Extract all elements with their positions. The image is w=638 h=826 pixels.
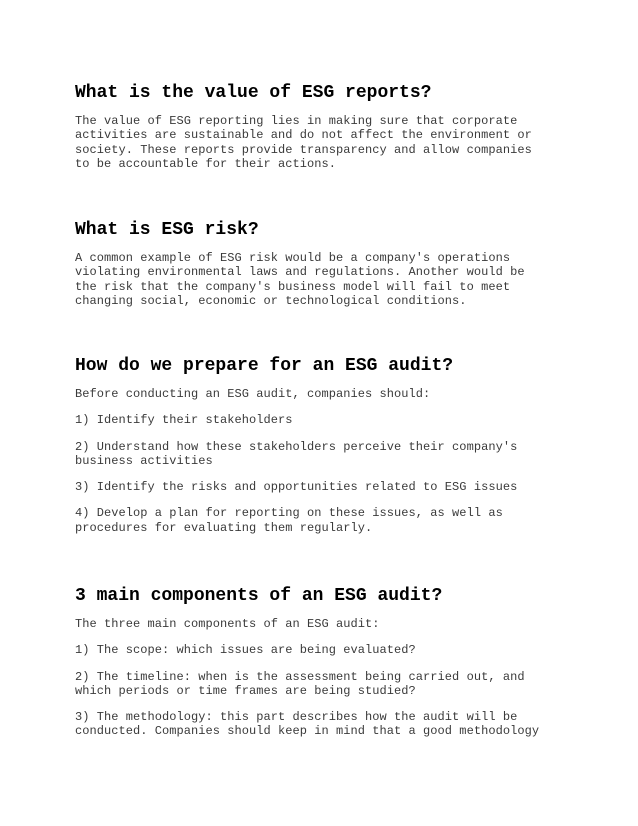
list-item: 2) The timeline: when is the assessment being carried out, and which periods or time frames are being studied? (75, 669, 525, 698)
list-item: 1) Identify their stakeholders (75, 413, 293, 428)
section-esg-report-value (75, 82, 565, 171)
list-item: 4) Develop a plan for reporting on these issues, as well as procedures for evaluating them regularly. (75, 506, 503, 535)
section-paragraph: The value of ESG reporting lies in making sure that corporate activities are sustainable and do not affect the environment or society. These reports provide transparency and allow companies to be accountable for their actions. (75, 114, 532, 171)
section-heading: What is ESG risk? (75, 220, 259, 240)
section-esg-audit-components (75, 585, 565, 739)
section-paragraph: The three main components of an ESG audit: (75, 617, 380, 631)
section-esg-risk (75, 219, 565, 308)
list-item: 3) The methodology: this part describes how the audit will be conducted. Companies should keep in mind that a good methodology (75, 710, 540, 739)
section-paragraph: A common example of ESG risk would be a company's operations violating environmental laws and regulations. Another would be the risk that the company's business model will fail to meet changing social, economic or technological conditions. (75, 251, 525, 308)
list-item: 3) Identify the risks and opportunities related to ESG issues (75, 480, 518, 495)
section-heading: What is the value of ESG reports? (75, 83, 432, 103)
section-paragraph: Before conducting an ESG audit, companies should: (75, 387, 431, 401)
section-prepare-esg-audit (75, 355, 565, 535)
section-heading: 3 main components of an ESG audit? (75, 586, 443, 606)
section-heading: How do we prepare for an ESG audit? (75, 356, 454, 376)
list-item: 1) The scope: which issues are being evaluated? (75, 643, 416, 658)
list-item: 2) Understand how these stakeholders perceive their company's business activities (75, 439, 518, 468)
